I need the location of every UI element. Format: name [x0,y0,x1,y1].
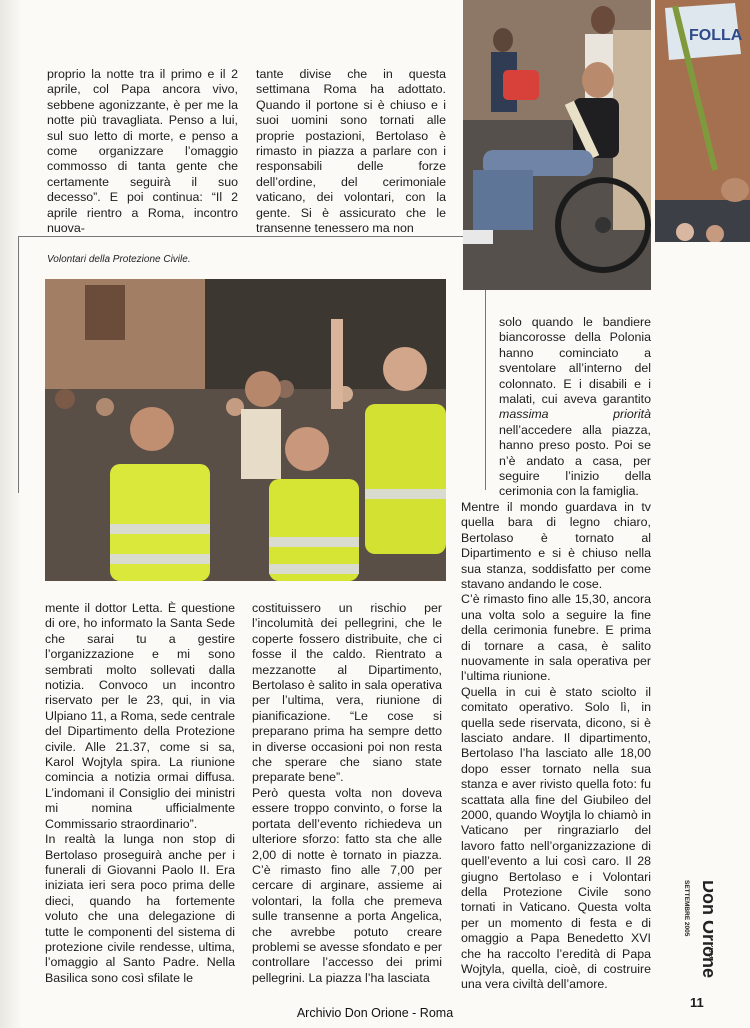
magazine-issue: SETTEMBRE 2005 [683,880,690,937]
paragraph [461,315,651,500]
emphasis-text: massima priorità [499,407,651,422]
text-column-right [461,315,651,993]
photo-wheelchair-crowd [463,0,651,290]
text-column-bottom-middle [252,601,442,986]
paragraph: mente il dottor Letta. È questione di ore, ho informato la Santa Sede che sarai tu a gestire l’organizzazione e mi sono sembrati molto sollevati dalla notizia. Convoco un incontro riservato per le 23, qui, in via Ulpiano 11, a Roma, sede centrale del Dipartimento della Protezione civile. Alle 21.37, come si sa, Karol Wojtyla spira. La riunione comincia a notizia ormai diffusa. L’indomani il Consiglio dei ministri mi nomina ufficialmente Commissario straordinario”. [45,601,235,831]
archive-footer: Archivio Don Orione - Roma [296,1006,454,1020]
paragraph: tante divise che in questa settimana Roma ha adottato. Quando il portone si è chiuso e i suoi uomini sono tornati alle proprie postazioni, Bertolaso è rimasto in piazza a parlare con i responsabili delle forze dell’ordine, del cerimoniale vaticano, dei volontari, con la gente. Si è assicurato che le transenne tenessero ma non [256,67,446,236]
page-binding-shadow [0,0,22,1028]
photo-flag-crowd [655,0,750,242]
photo-civil-protection-volunteers [45,279,446,581]
paragraph-text: nell’accedere alla piazza, hanno preso posto. Poi se n’è andato a casa, per seguire l’inizio della cerimonia con la famiglia. [499,422,651,499]
paragraph: costituissero un rischio per l’incolumità dei pellegrini, che le coperte fossero distribuite, che ci fosse il the caldo. Rientrato a mezzanotte al Dipartimento, Bertolaso è salito in sala operativa per l’ultima, vera, riunione di pianificazione. “Le cose si preparano prima ha sempre detto in diverse occasioni poi non resta che sperare che siano state preparate bene”. [252,601,442,785]
photo-caption: Volontari della Protezione Civile. [47,254,191,265]
text-column-top-middle [256,67,446,236]
magazine-side-mark [683,880,713,980]
paragraph: Però questa volta non doveva essere troppo convinto, o forse la portata dell’evento richiedeva un ulteriore sforzo: fatto sta che alle 2,00 di notte è tornato in piazza. C’è rimasto fino alle 7,00 per cercare di arginare, assieme ai volontari, la folla che premeva sulle transenne a porta Angelica, che avrebbe potuto creare problemi se avesse sfondato e per controllare l’accesso dei primi pellegrini. La piazza l’ha lasciata [252,785,442,985]
text-column-bottom-left [45,601,235,986]
paragraph-text: solo quando le bandiere biancorosse della Polonia hanno cominciato a sventolare all’interno del colonnato. E i disabili e i malati, cui aveva garantito [499,315,651,407]
magazine-subtitle: oggi [708,942,713,961]
frame-line [18,236,463,237]
magazine-logo [683,880,713,980]
flag-text: FOLLA [689,27,743,44]
magazine-title: Don Orione [699,880,713,978]
paragraph: In realtà la lunga non stop di Bertolaso proseguirà anche per i funerali di Giovanni Paolo II. Era iniziata ieri sera poco prima delle dieci, quando ha fortemente voluto che una delegazione di tutte le componenti del sistema di protezione civile rendesse, ultima, l’omaggio al Santo Padre. Nella Basilica sono così sfilate le [45,832,235,985]
paragraph: proprio la notte tra il primo e il 2 aprile, col Papa ancora vivo, sebbene agonizzante, è per me la notte più travagliata. Penso a lui, sul suo letto di morte, e penso a come organizzare l’omaggio commosso di tanta gente che certamente seguirà il suo decesso”. E poi continua: “Il 2 aprile rientro a Roma, incontro nuova- [47,67,238,236]
paragraph: Quella in cui è stato sciolto il comitato operativo. Solo lì, in quella sede riservata, dicono, si è lasciato andare. Il dipartimento, Bertolaso l’ha lasciato alle 18,00 dopo esser tornato nella sua stanza e aver rivisto quella foto: fu scattata alla fine del Giubileo del 2000, quando Woytjla lo chiamò in Vaticano per ringraziarlo del lavoro fatto nell’organizzazione di quell’evento a lui così caro. Il 28 giugno Bertolaso e i Volontari della Protezione Civile sono tornati in Vaticano. Questa volta per un momento di festa e di omaggio a Papa Benedetto XVI che ha raccolto l’eredità di Papa Wojtyla, quella, cioè, di costruire una vera civiltà dell’amore. [461,684,651,992]
paragraph: C’è rimasto fino alle 15,30, ancora una volta solo a seguire la fine della cerimonia funebre. E prima di tornare a casa, è salito nuovamente in sala operativa per l’ultima riunione. [461,592,651,684]
text-column-top-left [47,67,238,236]
paragraph: Mentre il mondo guardava in tv quella bara di legno chiaro, Bertolaso è tornato al Dipartimento e si è chiuso nella sua stanza, soddisfatto per come stavano andando le cose. [461,499,651,591]
photo-flag-illustration [655,0,750,242]
page-number: 11 [690,995,704,1010]
photo-wheelchair-illustration [463,0,651,290]
frame-line [18,236,19,493]
photo-volunteers-illustration [45,279,446,581]
